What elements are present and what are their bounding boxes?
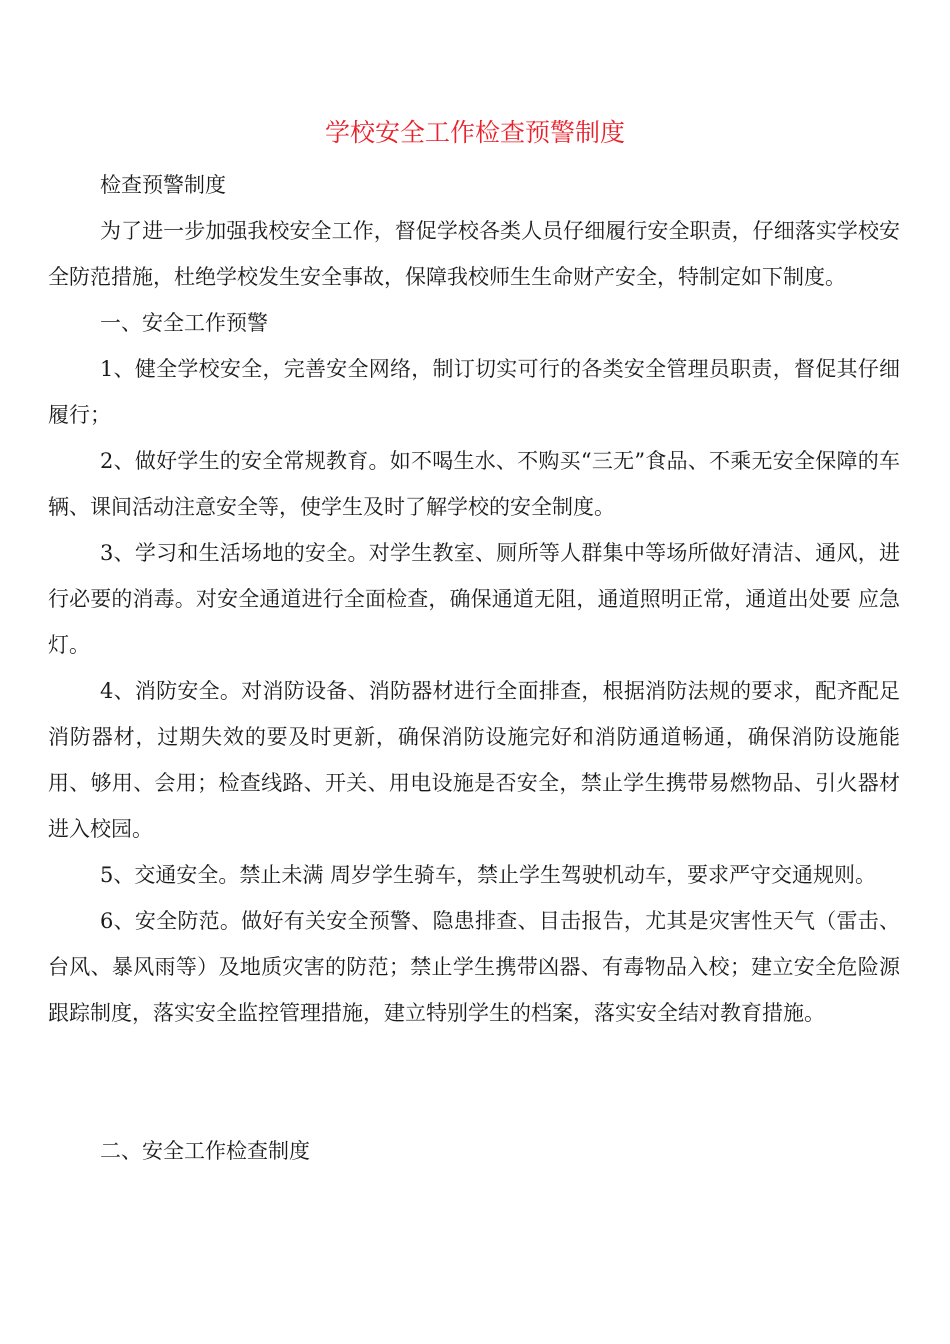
document-title: 学校安全工作检查预警制度	[324, 118, 625, 147]
item-5-paragraph: 5、交通安全。禁止未满 周岁学生骑车，禁止学生驾驶机动车，要求严守交通规则。	[100, 863, 877, 887]
document-body	[48, 162, 900, 1174]
item-6-paragraph: 6、安全防范。做好有关安全预警、隐患排查、目击报告，尤其是灾害性天气（雷击、台风、暴风雨等）及地质灾害的防范；禁止学生携带凶器、有毒物品入校；建立安全危险源跟踪制度，落实安全监控管理措施，建立特别学生的档案，落实安全结对教育措施。	[48, 909, 900, 1025]
item-1-paragraph: 1、健全学校安全，完善安全网络，制订切实可行的各类安全管理员职责，督促其仔细履行；	[48, 357, 900, 427]
item-4-paragraph: 4、消防安全。对消防设备、消防器材进行全面排查，根据消防法规的要求，配齐配足消防器材，过期失效的要及时更新，确保消防设施完好和消防通道畅通，确保消防设施能用、够用、会用；检查线路、开关、用电设施是否安全，禁止学生携带易燃物品、引火器材进入校园。	[48, 679, 900, 841]
section2-heading: 二、安全工作检查制度	[100, 1139, 310, 1163]
intro-paragraph: 为了进一步加强我校安全工作，督促学校各类人员仔细履行安全职责，仔细落实学校安全防范措施，杜绝学校发生安全事故，保障我校师生生命财产安全，特制定如下制度。	[48, 219, 900, 289]
item-3-paragraph: 3、学习和生活场地的安全。对学生教室、厕所等人群集中等场所做好清洁、通风，进行必要的消毒。对安全通道进行全面检查，确保通道无阻，通道照明正常，通道出处要 应急灯。	[48, 541, 900, 657]
subtitle-paragraph: 检查预警制度	[100, 173, 226, 197]
item-2-paragraph: 2、做好学生的安全常规教育。如不喝生水、不购买“三无”食品、不乘无安全保障的车辆、课间活动注意安全等，使学生及时了解学校的安全制度。	[48, 449, 900, 519]
section1-heading: 一、安全工作预警	[100, 311, 268, 335]
blank-space	[48, 1036, 900, 1128]
